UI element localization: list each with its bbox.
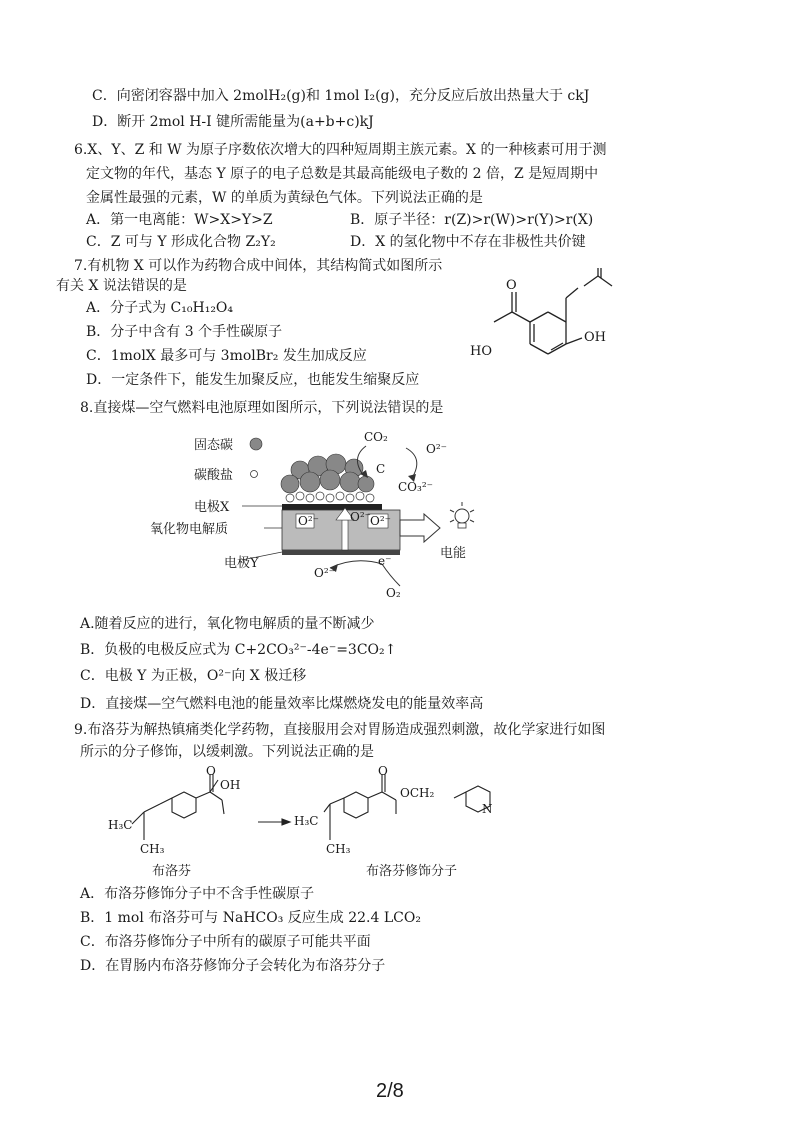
q5-option-c: C．向密闭容器中加入 2molH₂(g)和 1mol I₂(g)，充分反应后放出热量大于 ckJ bbox=[92, 88, 590, 104]
q9-option-b: B．1 mol 布洛芬可与 NaHCO₃ 反应生成 22.4 LCO₂ bbox=[80, 910, 421, 926]
q9-stem-line2: 所示的分子修饰，以缓刺激。下列说法正确的是 bbox=[80, 744, 374, 760]
q7-option-a: A．分子式为 C₁₀H₁₂O₄ bbox=[86, 300, 234, 316]
q7-label-o: O bbox=[506, 278, 517, 293]
q9-option-c: C．布洛芬修饰分子中所有的碳原子可能共平面 bbox=[80, 934, 371, 950]
q7-option-d: D．一定条件下，能发生加聚反应，也能发生缩聚反应 bbox=[86, 372, 420, 388]
q7-stem-line1: 7.有机物 X 可以作为药物合成中间体，其结构简式如图所示 bbox=[74, 258, 443, 274]
q8-label-electrode-y: 电极Y bbox=[224, 556, 259, 571]
q8-label-electrolyte: 氧化物电解质 bbox=[150, 522, 229, 537]
q8-label-o2minus-top: O²⁻ bbox=[426, 442, 447, 456]
q6-option-a: A．第一电离能：W>X>Y>Z bbox=[86, 212, 273, 228]
q9-stem-line1: 9.布洛芬为解热镇痛类化学药物，直接服用会对胃肠造成强烈刺激，故化学家进行如图 bbox=[74, 722, 606, 738]
q8-label-o2minus-c: O²⁻ bbox=[370, 514, 391, 528]
q8-fuel-cell-diagram bbox=[150, 428, 530, 608]
q8-label-electrode-x: 电极X bbox=[194, 500, 230, 515]
q8-option-b: B．负极的电极反应式为 C+2CO₃²⁻-4e⁻=3CO₂↑ bbox=[80, 642, 397, 658]
q7-structure-diagram bbox=[460, 268, 630, 378]
q6-stem-line3: 金属性最强的元素，W 的单质为黄绿色气体。下列说法正确的是 bbox=[86, 190, 483, 206]
q9-label-oh: OH bbox=[220, 778, 241, 792]
q9-label-ch3-2: CH₃ bbox=[326, 842, 351, 856]
page-number: 2/8 bbox=[376, 1080, 404, 1102]
q9-label-h3c2: H₃C bbox=[294, 814, 319, 828]
q9-reaction-diagram bbox=[104, 764, 524, 880]
q8-stem: 8.直接煤—空气燃料电池原理如图所示，下列说法错误的是 bbox=[80, 400, 444, 416]
q9-label-och2: OCH₂ bbox=[400, 786, 435, 800]
q9-label-ch3-1: CH₃ bbox=[140, 842, 165, 856]
q7-stem-line2: 有关 X 说法错误的是 bbox=[56, 278, 187, 294]
bulb-icon bbox=[450, 502, 474, 528]
q8-label-o2: O₂ bbox=[386, 586, 401, 600]
q8-label-o2minus-b: O²⁻ bbox=[350, 510, 371, 524]
q5-option-d: D．断开 2mol H-I 键所需能量为(a+b+c)kJ bbox=[92, 114, 374, 130]
q8-label-o2minus-a: O²⁻ bbox=[298, 514, 319, 528]
q7-option-b: B．分子中含有 3 个手性碳原子 bbox=[86, 324, 283, 340]
q8-label-o2minus-bottom: O²⁻ bbox=[314, 566, 335, 580]
q9-label-h3c1: H₃C bbox=[108, 818, 133, 832]
q8-option-d: D．直接煤—空气燃料电池的能量效率比煤燃烧发电的能量效率高 bbox=[80, 696, 484, 712]
q9-label-o1: O bbox=[206, 764, 216, 778]
q8-option-a: A.随着反应的进行，氧化物电解质的量不断减少 bbox=[80, 616, 375, 632]
q6-option-c: C．Z 可与 Y 形成化合物 Z₂Y₂ bbox=[86, 234, 276, 250]
q6-stem-line1: 6.X、Y、Z 和 W 为原子序数依次增大的四种短周期主族元素。X 的一种核素可用于测 bbox=[74, 142, 607, 158]
q8-label-co3: CO₃²⁻ bbox=[398, 480, 433, 494]
q9-option-a: A．布洛芬修饰分子中不含手性碳原子 bbox=[80, 886, 315, 902]
q7-label-oh: OH bbox=[584, 330, 606, 345]
q6-option-b: B．原子半径：r(Z)>r(W)>r(Y)>r(X) bbox=[350, 212, 594, 228]
q6-option-d: D．X 的氢化物中不存在非极性共价键 bbox=[350, 234, 586, 250]
q8-option-c: C．电极 Y 为正极，O²⁻向 X 极迁移 bbox=[80, 668, 307, 684]
q8-label-energy: 电能 bbox=[440, 546, 467, 561]
q8-label-e: e⁻ bbox=[378, 554, 392, 568]
q9-label-modified: 布洛芬修饰分子 bbox=[366, 864, 458, 879]
q7-structure-svg bbox=[460, 268, 630, 378]
q7-option-c: C．1molX 最多可与 3molBr₂ 发生加成反应 bbox=[86, 348, 367, 364]
q8-label-co2: CO₂ bbox=[364, 430, 388, 444]
q9-label-n: N bbox=[482, 802, 493, 816]
q9-label-o2: O bbox=[378, 764, 388, 778]
q6-stem-line2: 定文物的年代，基态 Y 原子的电子总数是其最高能级电子数的 2 倍，Z 是短周期中 bbox=[86, 166, 599, 182]
q8-label-c: C bbox=[376, 462, 386, 476]
q8-label-solid-carbon: 固态碳 bbox=[194, 438, 234, 453]
q9-label-ibuprofen: 布洛芬 bbox=[152, 864, 192, 879]
q7-label-ho: HO bbox=[470, 344, 492, 359]
q8-label-carbonate: 碳酸盐 bbox=[194, 468, 234, 483]
q9-option-d: D．在胃肠内布洛芬修饰分子会转化为布洛芬分子 bbox=[80, 958, 386, 974]
